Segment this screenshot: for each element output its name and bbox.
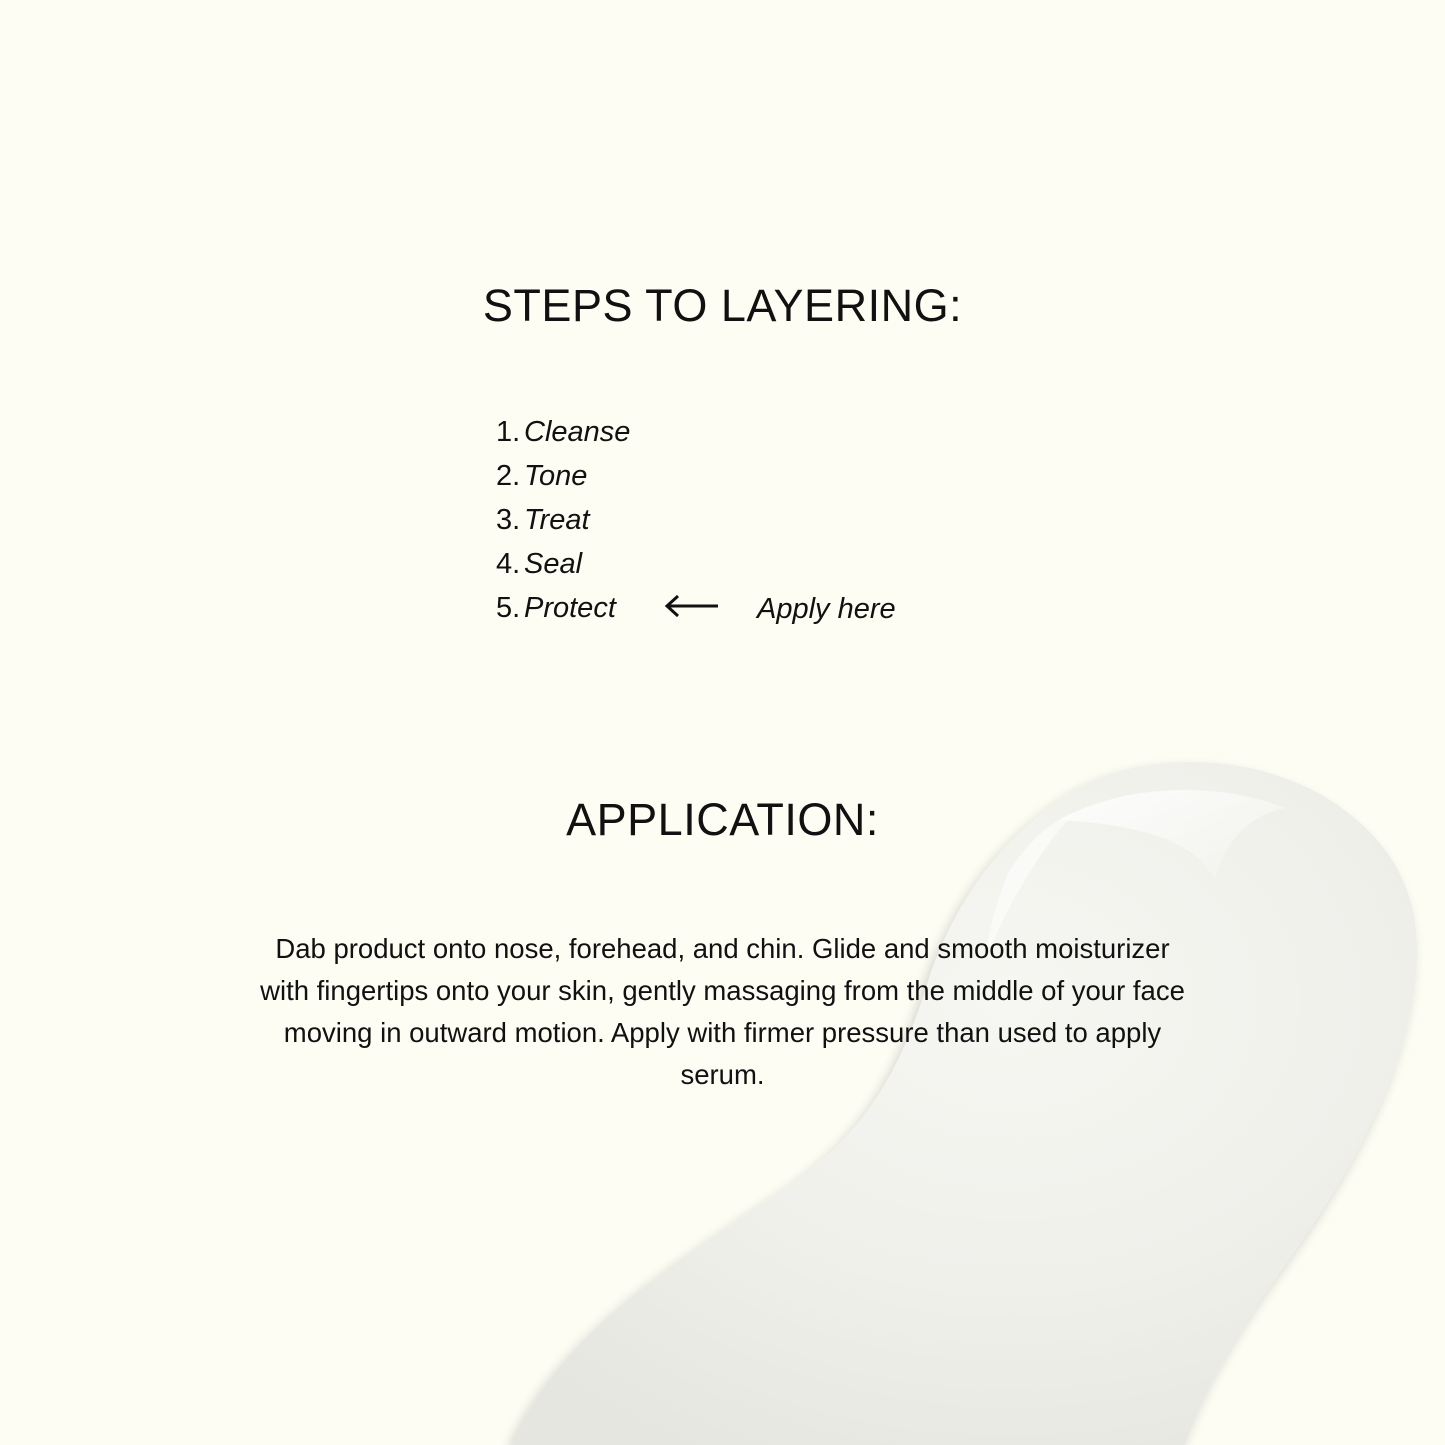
step-item-protect [496, 586, 630, 630]
step-number: 1. [496, 416, 521, 448]
step-item-cleanse [496, 410, 630, 454]
steps-list [496, 410, 630, 630]
step-label: Tone [524, 460, 588, 492]
step-label: Cleanse [524, 416, 631, 448]
step-number: 2. [496, 460, 521, 492]
step-number: 3. [496, 504, 521, 536]
step-item-tone [496, 454, 630, 498]
step-label: Seal [524, 548, 583, 580]
step-item-seal [496, 542, 630, 586]
step-label: Protect [524, 592, 616, 624]
step-number: 4. [496, 548, 521, 580]
application-instructions: Dab product onto nose, forehead, and chin. Glide and smooth moisturizer with fingertips onto your skin, gently massaging from the middle of your face moving in outward motion. Apply with firmer pressure than used to apply serum. [260, 933, 1185, 1090]
step-label: Treat [524, 504, 590, 536]
apply-here-note: Apply here [757, 593, 896, 625]
steps-heading: STEPS TO LAYERING: [482, 280, 963, 331]
left-arrow-icon [664, 589, 720, 623]
step-number: 5. [496, 592, 521, 624]
application-heading: APPLICATION: [566, 794, 879, 845]
step-item-treat [496, 498, 630, 542]
